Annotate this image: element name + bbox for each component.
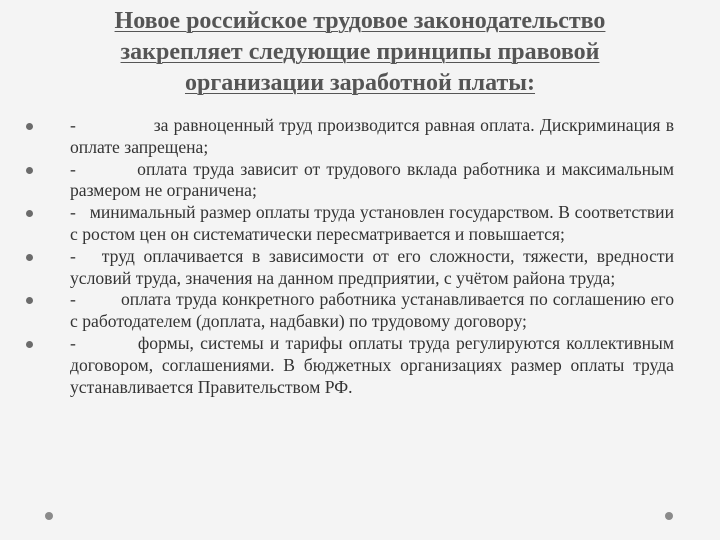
bullet-text: - формы, системы и тарифы оплаты труда регулируются коллективным договором, соглашениями. В бюджетных организациях размер оплаты труда устанавливается Правительством РФ. [70,332,674,397]
bullet-list [24,115,674,398]
bullet-dot-icon [26,254,33,261]
bullet-text: - оплата труда зависит от трудового вклада работника и максимальным размером не ограничена; [70,158,674,201]
bullet-item [24,246,674,290]
bullet-dot-icon [26,210,33,217]
bullet-item [24,159,674,203]
bullet-dot-icon [26,167,33,174]
bullet-dot-icon [26,297,33,304]
bullet-dot-icon [26,123,33,130]
bullet-item [24,115,674,159]
slide-title: Новое российское трудовое законодательство закрепляет следующие принципы правовой организации заработной платы: [114,8,606,96]
bullet-text: - за равноценный труд производится равная оплата. Дискриминация в оплате запрещена; [70,115,674,157]
decorative-dot-icon [665,512,673,520]
bullet-text: - минимальный размер оплаты труда установлен государством. В соответствии с ростом цен он систематически пересматривается и повышается; [70,202,674,244]
bullet-dot-icon [26,341,33,348]
bullet-text: - оплата труда конкретного работника устанавливается по соглашению его с работодателем (доплата, надбавки) по трудовому договору; [70,289,674,332]
bullet-item [24,289,674,333]
bullet-item [24,202,674,246]
bullet-item [24,333,674,398]
bullet-text: - труд оплачивается в зависимости от его сложности, тяжести, вредности условий труда, значения на данном предприятии, с учётом района труда; [70,245,674,288]
decorative-dot-icon [45,512,53,520]
